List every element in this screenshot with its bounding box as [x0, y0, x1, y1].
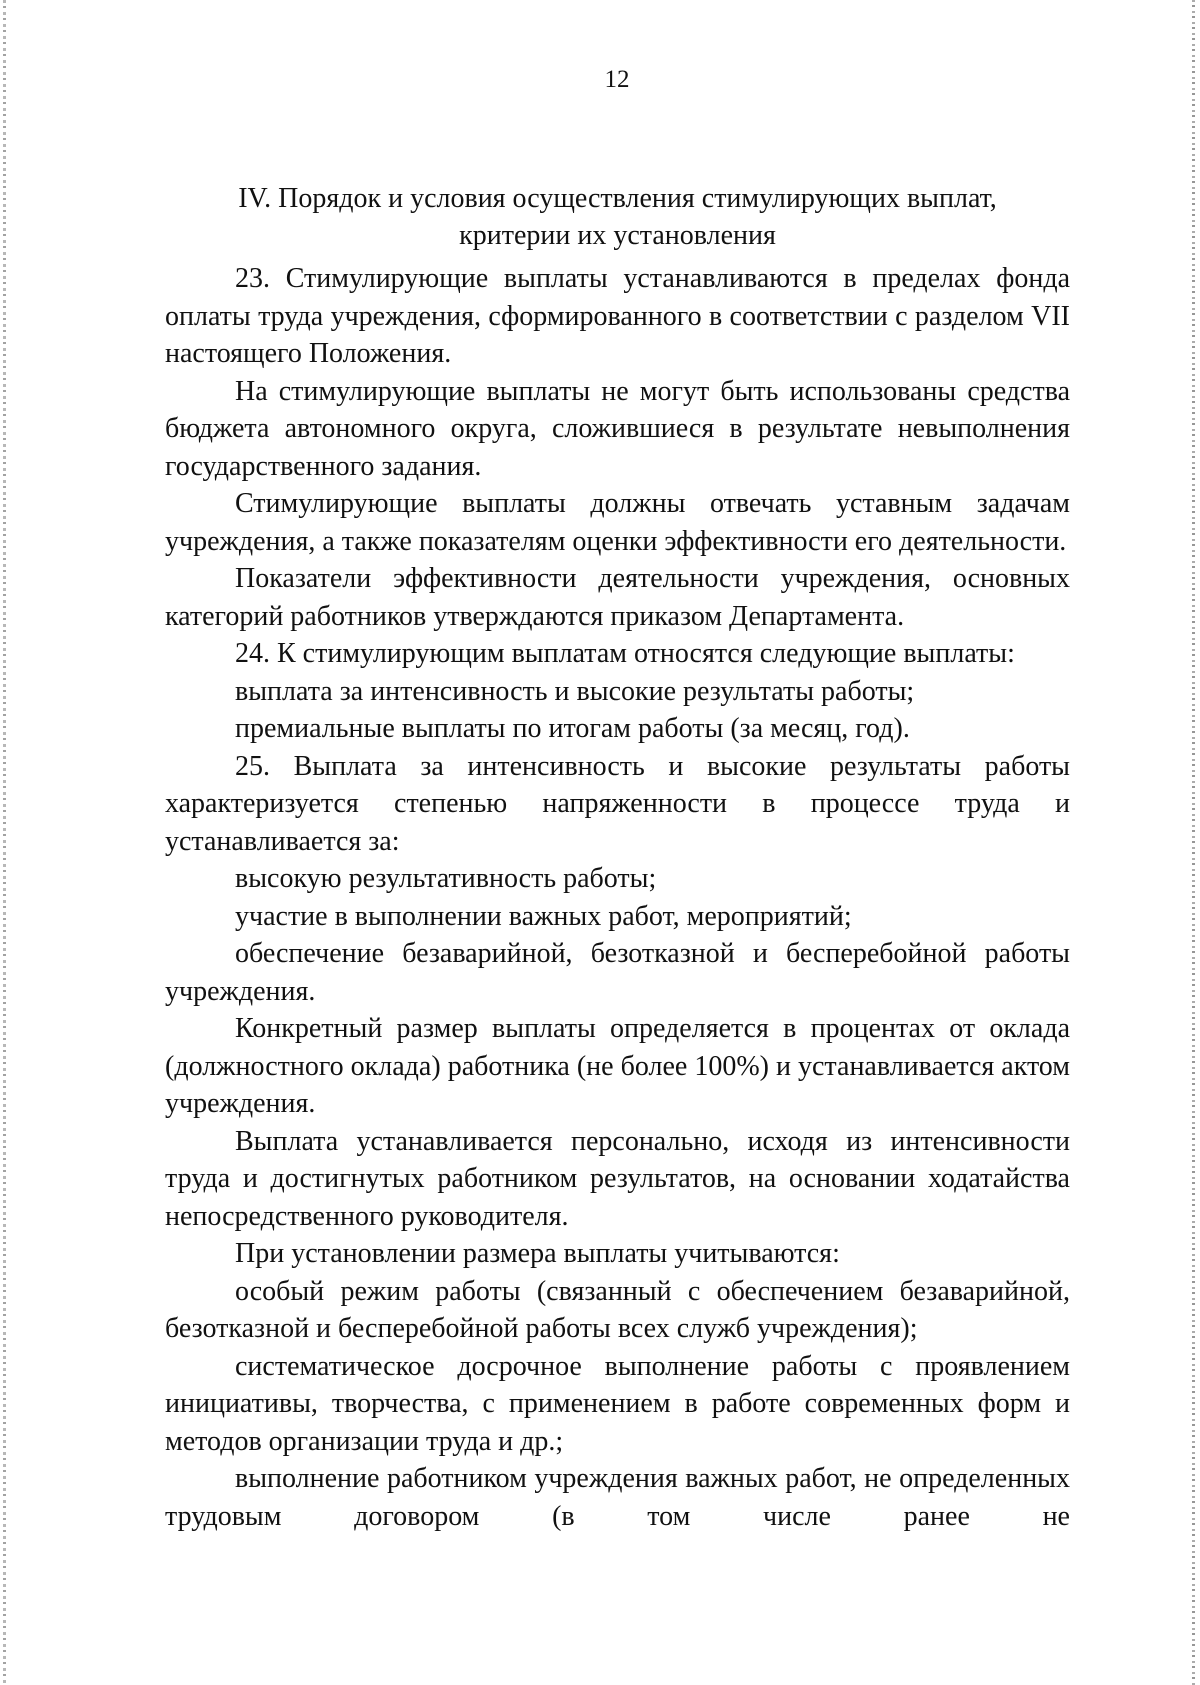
page-number: 12	[604, 66, 630, 93]
section-heading-line-2: критерии их установления	[459, 220, 776, 251]
section-heading-line-1: IV. Порядок и условия осуществления стимулирующих выплат,	[238, 183, 997, 214]
list-item-high-performance: высокую результативность работы;	[235, 863, 657, 894]
paragraph-budget-funds: На стимулирующие выплаты не могут быть использованы средства бюджета автономного округа, сложившиеся в результате невыполнения государственного задания.	[165, 375, 1070, 482]
list-item-trouble-free-operation: обеспечение безаварийной, безотказной и бесперебойной работы учреждения.	[165, 938, 1070, 1007]
section-heading	[165, 180, 1070, 254]
paragraph-personal-payment: Выплата устанавливается персонально, исходя из интенсивности труда и достигнутых работником результатов, на основании ходатайства непосредственного руководителя.	[165, 1125, 1070, 1232]
paragraph-payment-size: Конкретный размер выплаты определяется в процентах от оклада (должностного оклада) работника (не более 100%) и устанавливается актом учреждения.	[165, 1013, 1070, 1119]
scan-edge-right	[1192, 0, 1195, 1685]
list-item-unlisted-works: выполнение работником учреждения важных работ, не определенных трудовым договором (в том числе ранее не	[165, 1463, 1070, 1532]
list-item-important-works: участие в выполнении важных работ, мероприятий;	[235, 900, 852, 932]
paragraph-efficiency-indicators: Показатели эффективности деятельности учреждения, основных категорий работников утверждаются приказом Департамента.	[165, 563, 1070, 632]
body-text	[165, 260, 1070, 1535]
paragraph-considered-factors: При установлении размера выплаты учитываются:	[235, 1238, 840, 1269]
list-item-special-mode: особый режим работы (связанный с обеспечением безаварийной, безотказной и бесперебойной работы всех служб учреждения);	[165, 1275, 1070, 1344]
list-item-early-completion: систематическое досрочное выполнение работы с проявлением инициативы, творчества, с применением в работе современных форм и методов организации труда и др.;	[165, 1350, 1070, 1457]
paragraph-25: 25. Выплата за интенсивность и высокие результаты работы характеризуется степенью напряженности в процессе труда и устанавливается за:	[165, 750, 1070, 857]
paragraph-23: 23. Стимулирующие выплаты устанавливаются в пределах фонда оплаты труда учреждения, сформированного в соответствии с разделом VII настоящего Положения.	[165, 263, 1070, 369]
paragraph-statutory-tasks: Стимулирующие выплаты должны отвечать уставным задачам учреждения, а также показателям оценки эффективности его деятельности.	[165, 488, 1070, 557]
scan-edge-left	[3, 0, 6, 1685]
list-item-intensity-payment: выплата за интенсивность и высокие результаты работы;	[235, 675, 915, 707]
paragraph-24: 24. К стимулирующим выплатам относятся следующие выплаты:	[235, 638, 1015, 669]
list-item-bonus-payments: премиальные выплаты по итогам работы (за месяц, год).	[235, 713, 910, 744]
